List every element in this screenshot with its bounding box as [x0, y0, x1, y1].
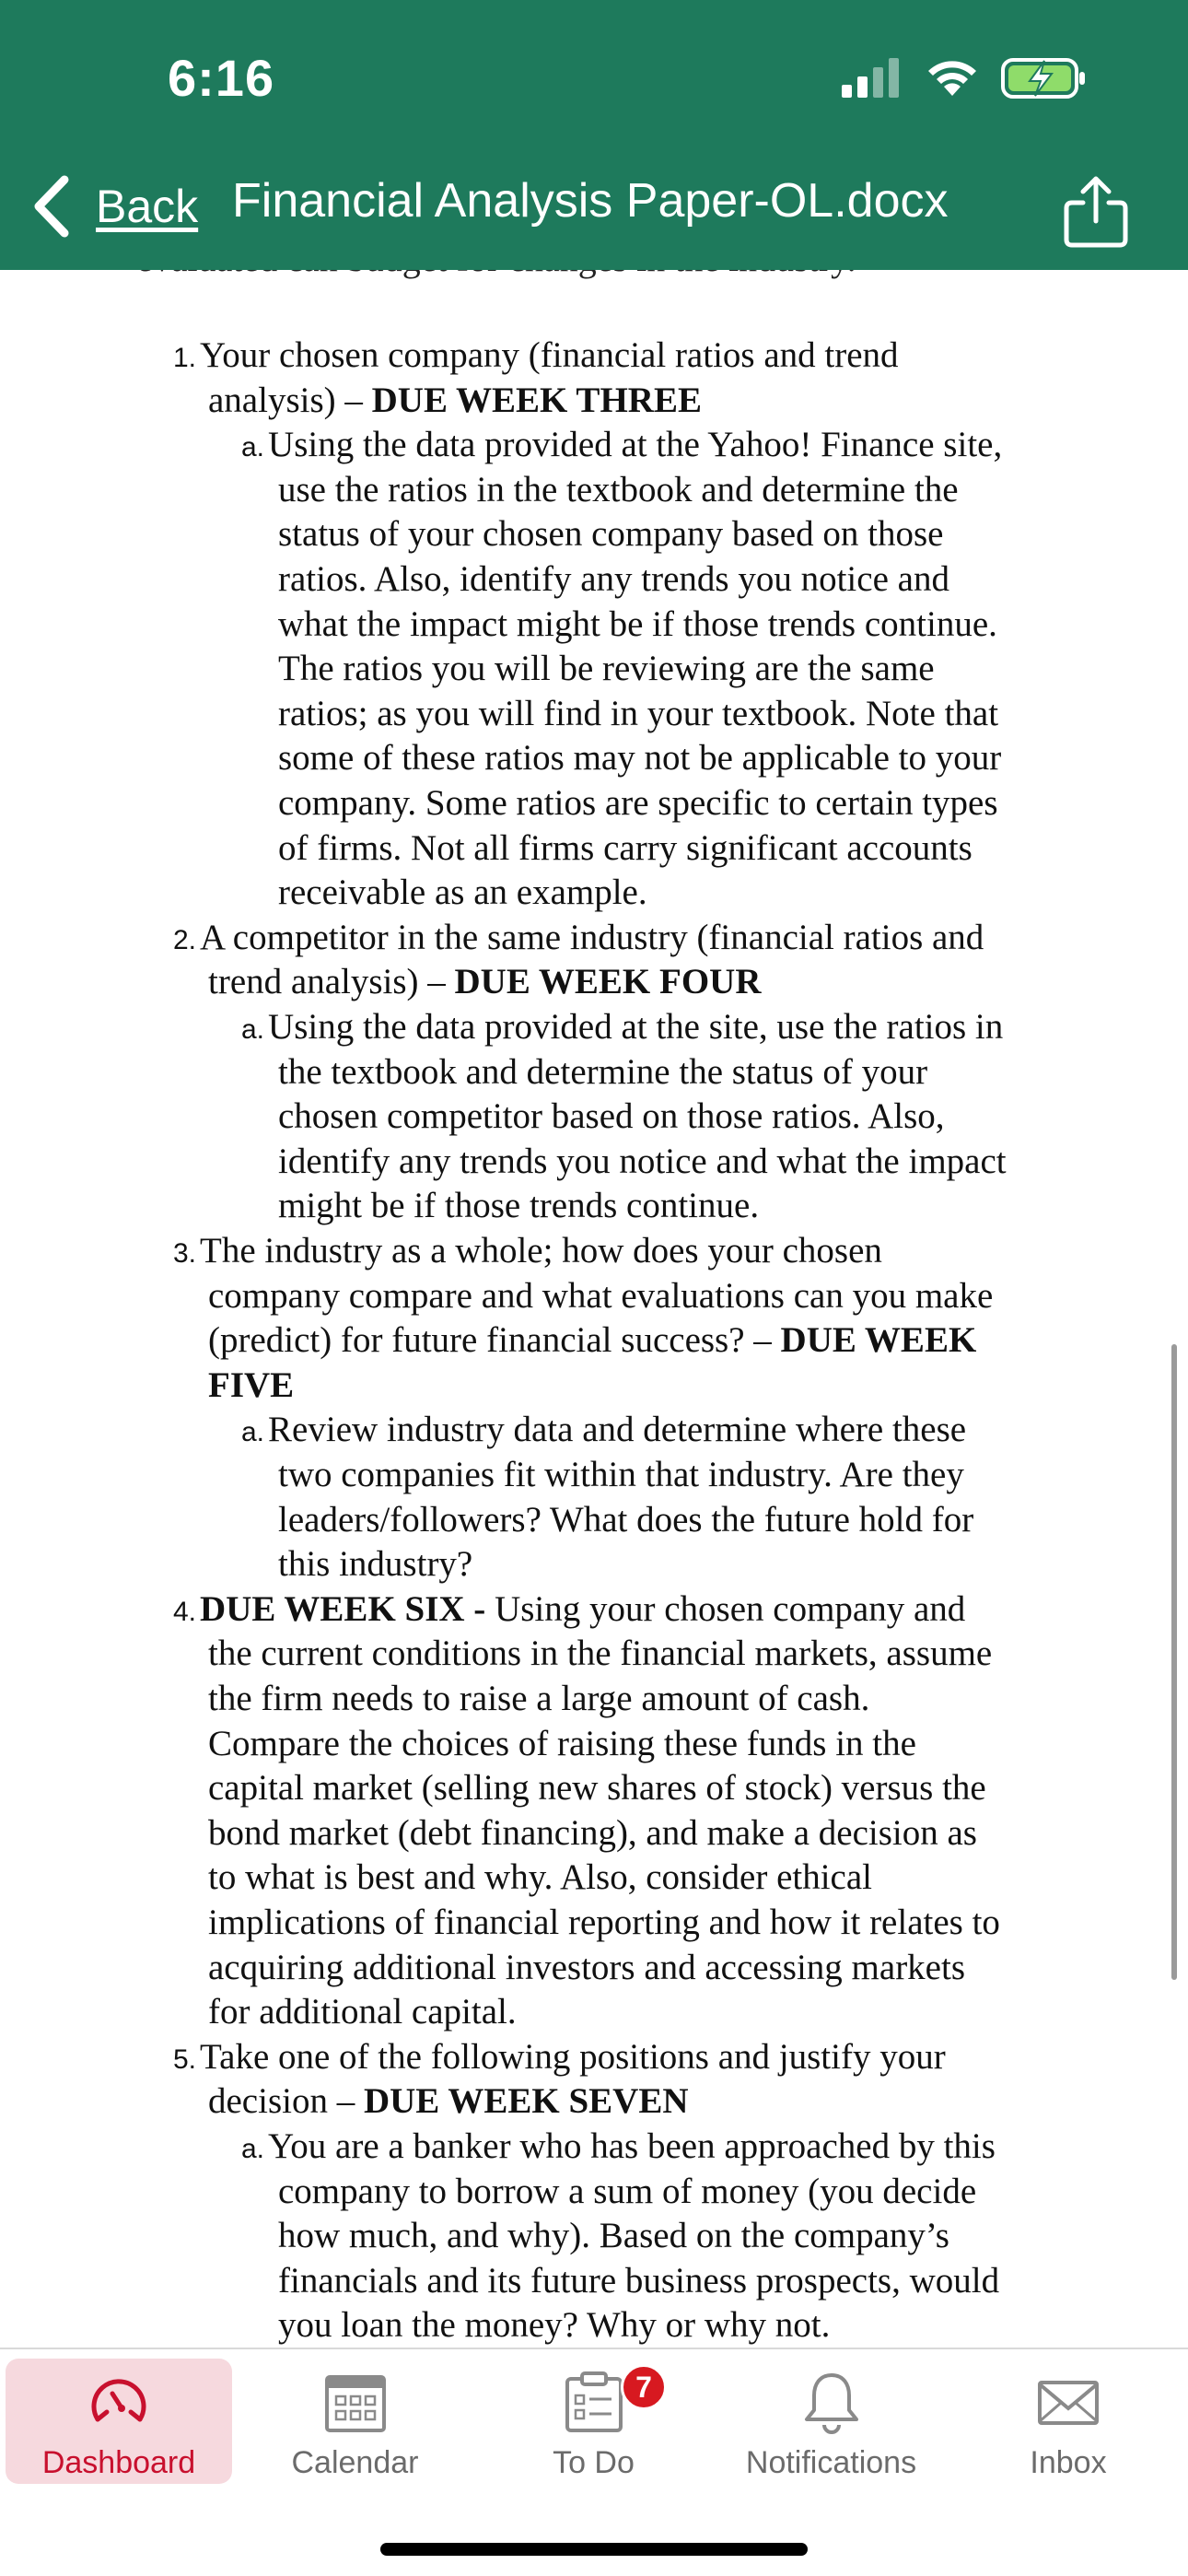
line-text: the textbook and determine the status of your: [278, 1051, 928, 1092]
document-line: [208, 1990, 517, 2035]
due-date-text: FIVE: [208, 1364, 295, 1405]
line-text: chosen competitor based on those ratios. Also,: [278, 1096, 945, 1137]
dashboard-gauge-icon: [87, 2370, 151, 2434]
due-date-text: DUE WEEK: [780, 1320, 977, 1361]
line-text: company. Some ratios are specific to certain types: [278, 783, 998, 823]
line-text: you loan the money? Why or why not.: [278, 2305, 831, 2346]
document-line: [278, 1542, 472, 1587]
document-line: [241, 423, 1002, 471]
document-line: [278, 871, 647, 916]
document-line: [208, 1364, 294, 1409]
document-line: [278, 468, 959, 513]
due-date-text: DUE WEEK SEVEN: [363, 2081, 689, 2122]
line-text: (predict) for future financial success? –: [208, 1320, 781, 1361]
list-number: 4.: [173, 1596, 197, 1627]
share-icon[interactable]: [1061, 175, 1131, 249]
document-line: [278, 2214, 949, 2259]
document-line: [278, 2170, 976, 2215]
calendar-icon: [323, 2370, 388, 2434]
list-number: 3.: [173, 1238, 197, 1269]
mail-icon: [1036, 2370, 1101, 2434]
line-text: Using the data provided at the Yahoo! Finance site,: [268, 425, 1003, 465]
document-line: [208, 1946, 965, 1991]
document-line: [208, 1766, 986, 1811]
list-number: 2.: [173, 924, 197, 955]
line-text: some of these ratios may not be applicable to your: [278, 738, 1002, 779]
document-line: [208, 1811, 977, 1856]
document-line: [208, 1856, 872, 1901]
line-text: Using your chosen company and: [485, 1588, 966, 1629]
tab-todo-label: To Do: [553, 2445, 635, 2480]
document-line: [208, 1318, 976, 1364]
tab-notifications[interactable]: [718, 2359, 944, 2484]
document-line: [208, 2079, 689, 2125]
document-line: [278, 1050, 927, 1095]
line-text: use the ratios in the textbook and determine the: [278, 469, 959, 509]
document-line: [208, 1632, 992, 1677]
list-number: 1.: [173, 343, 197, 373]
line-text: company compare and what evaluations can you make: [208, 1275, 994, 1316]
tab-notifications-label: Notifications: [745, 2445, 917, 2480]
tab-dashboard[interactable]: [6, 2359, 232, 2484]
document-line: [278, 557, 949, 603]
due-date-text: DUE WEEK THREE: [371, 380, 702, 420]
tab-calendar-label: Calendar: [291, 2445, 419, 2480]
document-line: [208, 1722, 916, 1767]
line-text: decision –: [208, 2081, 364, 2122]
document-viewer[interactable]: [0, 270, 1188, 2348]
line-text: The ratios you will be reviewing are the same: [278, 649, 935, 689]
line-text: Compare the choices of raising these funds in the: [208, 1723, 916, 1763]
todo-clipboard-icon: [562, 2370, 626, 2434]
line-text: might be if those trends continue.: [278, 1186, 760, 1226]
document-line: [278, 603, 997, 648]
line-text: A competitor in the same industry (financial ratios and: [200, 917, 984, 957]
list-number: a.: [241, 1014, 265, 1045]
document-line: [278, 736, 1001, 781]
line-text: ratios. Also, identify any trends you notice and: [278, 559, 949, 599]
home-indicator[interactable]: [380, 2543, 808, 2556]
document-title: Financial Analysis Paper-OL.docx: [232, 174, 949, 228]
line-text: Take one of the following positions and justify your: [200, 2036, 946, 2077]
line-text: ratios; as you will find in your textbook. Note that: [278, 693, 999, 733]
line-text: for additional capital.: [208, 1992, 517, 2032]
battery-charging-icon: [1000, 55, 1089, 101]
document-line: [278, 692, 998, 737]
line-text: financials and its future business prospects, would: [278, 2260, 1000, 2301]
bell-icon: [799, 2370, 864, 2434]
line-text: two companies fit within that industry. Are they: [278, 1455, 964, 1494]
line-text: bond market (debt financing), and make a decision as: [208, 1812, 977, 1853]
line-text: what the impact might be if those trends continue.: [278, 603, 997, 644]
line-text: the current conditions in the financial markets, assume: [208, 1633, 993, 1674]
list-number: a.: [241, 1417, 265, 1448]
due-date-text: DUE WEEK SIX -: [200, 1588, 486, 1629]
line-text: analysis) –: [208, 380, 372, 420]
due-date-text: DUE WEEK FOUR: [454, 962, 762, 1002]
document-line: [241, 2125, 996, 2172]
cellular-signal-icon: [840, 57, 904, 100]
line-text: Your chosen company (financial ratios and trend: [200, 335, 899, 375]
wifi-icon: [925, 53, 980, 98]
app-header: [0, 0, 1188, 270]
document-line: [278, 1095, 945, 1140]
line-text: implications of financial reporting and how it relates to: [208, 1903, 1000, 1942]
tab-dashboard-label: Dashboard: [41, 2445, 196, 2480]
tab-calendar[interactable]: [261, 2359, 449, 2484]
line-text: leaders/followers? What does the future hold for: [278, 1499, 974, 1540]
document-line: [208, 960, 762, 1005]
list-number: a.: [241, 432, 265, 463]
document-line: [208, 379, 702, 424]
document-line: [278, 647, 935, 692]
document-line: [241, 1005, 1003, 1053]
tab-todo[interactable]: [499, 2359, 688, 2484]
tab-bar: [0, 2348, 1188, 2576]
back-label: Back: [96, 181, 199, 232]
line-text: status of your chosen company based on those: [278, 514, 944, 555]
line-text: Review industry data and determine where these: [268, 1410, 967, 1450]
chevron-left-icon: [29, 174, 76, 239]
list-number: a.: [241, 2134, 265, 2164]
line-text: this industry?: [278, 1544, 473, 1585]
tab-inbox[interactable]: [976, 2359, 1160, 2484]
document-line: [173, 2035, 946, 2083]
document-line: [208, 1677, 869, 1722]
line-text: You are a banker who has been approached by this: [268, 2126, 996, 2166]
document-line: [278, 1498, 973, 1543]
document-line: [278, 1184, 759, 1229]
document-line: [278, 512, 943, 557]
line-text: trend analysis) –: [208, 962, 455, 1002]
line-text: company to borrow a sum of money (you decide: [278, 2171, 977, 2211]
line-text: capital market (selling new shares of stock) versus the: [208, 1768, 986, 1809]
scrollbar[interactable]: [1171, 1344, 1177, 1980]
line-text: receivable as an example.: [278, 872, 647, 913]
line-text: to what is best and why. Also, consider ethical: [208, 1857, 873, 1898]
document-line: [173, 916, 984, 964]
line-text: the firm needs to raise a large amount of cash.: [208, 1679, 870, 1718]
document-line: [278, 781, 998, 826]
document-line: [278, 1140, 1007, 1185]
line-text: how much, and why). Based on the company’s: [278, 2216, 949, 2256]
document-line: [278, 2259, 999, 2304]
status-time: 6:16: [168, 49, 275, 107]
todo-count-badge: 7: [621, 2364, 667, 2410]
document-line: [173, 1587, 965, 1635]
document-line: [278, 2303, 830, 2348]
line-text: of firms. Not all firms carry significant accounts: [278, 827, 973, 868]
document-line: [208, 1274, 993, 1319]
document-line: [241, 1408, 966, 1456]
document-line: [208, 1901, 1000, 1946]
document-line: [173, 1229, 882, 1277]
line-text: identify any trends you notice and what the impact: [278, 1141, 1007, 1181]
line-text: acquiring additional investors and accessing markets: [208, 1947, 966, 1987]
line-text: Using the data provided at the site, use the ratios in: [268, 1007, 1004, 1047]
document-line: [278, 1453, 964, 1498]
document-line: [278, 826, 973, 872]
list-number: 5.: [173, 2043, 197, 2075]
back-button[interactable]: [29, 164, 198, 249]
line-text: The industry as a whole; how does your chosen: [200, 1231, 882, 1270]
document-line: [173, 334, 899, 381]
tab-inbox-label: Inbox: [1030, 2445, 1107, 2480]
